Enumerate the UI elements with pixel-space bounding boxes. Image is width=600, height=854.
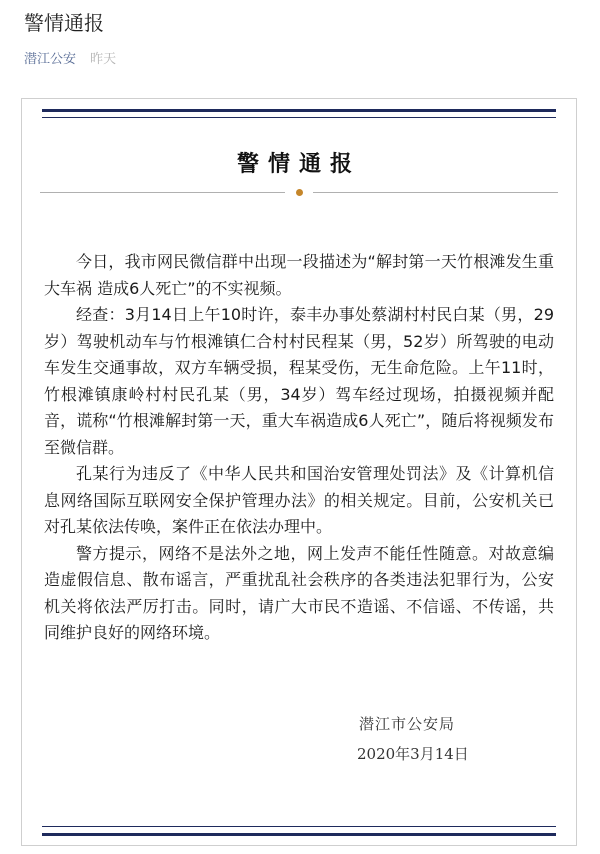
divider-line-left (40, 192, 285, 193)
publish-time: 昨天 (90, 52, 117, 67)
notice-heading: 警情通报 (236, 152, 361, 177)
divider-dot-icon (296, 189, 303, 196)
bottom-rule-thin (42, 826, 556, 827)
article-meta (24, 52, 576, 68)
notice-paragraph: 今日，我市网民微信群中出现一段描述为“解封第一天竹根滩发生重大车祸 造成6人死亡”的不实视频。 (44, 252, 554, 298)
article-title: 警情通报 (24, 11, 104, 35)
top-rule-thick (42, 109, 556, 112)
notice-body (44, 249, 554, 647)
top-rule-thin (42, 117, 556, 118)
notice-paragraph: 经查：3月14日上午10时许，泰丰办事处蔡湖村村民白某（男，29岁）驾驶机动车与竹根滩镇仁合村村民程某（男，52岁）所驾驶的电动车发生交通事故，双方车辆受损，程某受伤，无生命危险。上午11时，竹根滩镇康岭村村民孔某（男，34岁）驾车经过现场，拍摄视频并配音，谎称“竹根滩解封第一天，重大车祸造成6人死亡”，随后将视频发布至微信群。 (44, 305, 554, 457)
notice-image (21, 98, 577, 846)
notice-paragraph: 孔某行为违反了《中华人民共和国治安管理处罚法》及《计算机信息网络国际互联网安全保护管理办法》的相关规定。目前，公安机关已对孔某依法传唤，案件正在依法办理中。 (44, 464, 554, 536)
heading-divider (40, 189, 558, 197)
signature-organization: 潜江市公安局 (359, 715, 456, 733)
article-header (24, 10, 576, 68)
bottom-rule-thick (42, 833, 556, 836)
notice-paragraph: 警方提示，网络不是法外之地，网上发声不能任性随意。对故意编造虚假信息、散布谣言，严重扰乱社会秩序的各类违法犯罪行为，公安机关将依法严厉打击。同时，请广大市民不造谣、不信谣、不传谣，共同维护良好的网络环境。 (44, 543, 554, 642)
account-name-link[interactable]: 潜江公安 (24, 52, 77, 67)
divider-line-right (313, 192, 558, 193)
signature-date: 2020年3月14日 (357, 745, 469, 763)
signature-block (357, 709, 469, 769)
